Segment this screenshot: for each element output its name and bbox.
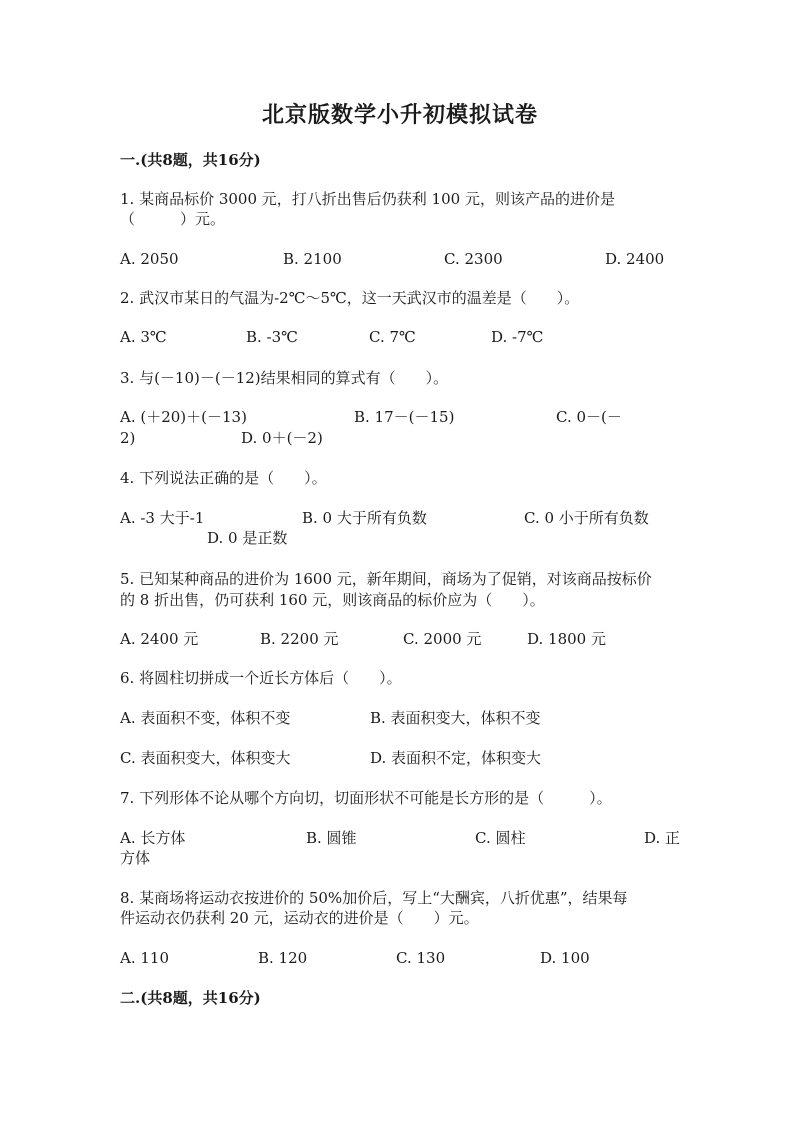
question-5-stem-line-1: 5. 已知某种商品的进价为 1600 元，新年期间，商场为了促销，对该商品按标价 [120,570,652,588]
question-6-option-d: D. 表面积不定，体积变大 [370,749,542,767]
question-3-option-c-continued: 2) [120,429,136,447]
question-8-stem-line-2: 件运动衣仍获利 20 元，运动衣的进价是（ ）元。 [120,909,479,927]
question-5-option-c: C. 2000 元 [403,630,482,648]
question-7-option-a: A. 长方体 [120,829,186,847]
question-2-option-b: B. -3℃ [246,328,298,346]
question-6-option-a: A. 表面积不变，体积不变 [120,709,291,727]
section-heading-1: 一.(共8题，共16分) [120,151,261,169]
question-2-option-a: A. 3℃ [120,328,167,346]
question-8-option-b: B. 120 [258,949,308,967]
question-3-option-d: D. 0＋(－2) [241,429,323,447]
question-1-option-c: C. 2300 [444,250,503,268]
question-4-option-b: B. 0 大于所有负数 [302,509,427,527]
question-6-stem: 6. 将圆柱切拼成一个近长方体后（ ）。 [120,669,402,687]
question-1-option-b: B. 2100 [283,250,342,268]
question-8-stem-line-1: 8. 某商场将运动衣按进价的 50%加价后，写上“大酬宾，八折优惠”，结果每 [120,889,628,907]
page-title: 北京版数学小升初模拟试卷 [261,102,538,128]
question-6-option-b: B. 表面积变大，体积不变 [370,709,541,727]
question-8-option-d: D. 100 [540,949,590,967]
question-4-stem: 4. 下列说法正确的是（ ）。 [120,469,327,487]
question-7-option-d: D. 正 [644,829,681,847]
question-3-stem: 3. 与(－10)－(－12)结果相同的算式有（ ）。 [120,369,449,387]
question-5-option-d: D. 1800 元 [527,630,606,648]
question-3-option-b: B. 17－(－15) [354,408,455,426]
question-7-option-c: C. 圆柱 [475,829,526,847]
question-8-option-c: C. 130 [396,949,446,967]
question-3-option-a: A. (＋20)＋(－13) [120,408,247,426]
question-4-option-a: A. -3 大于-1 [120,509,205,527]
question-7-option-b: B. 圆锥 [306,829,357,847]
question-2-option-d: D. -7℃ [491,328,544,346]
question-2-stem: 2. 武汉市某日的气温为-2℃～5℃，这一天武汉市的温差是（ ）。 [120,289,580,307]
question-1-stem-line-2: （ ）元。 [120,210,226,228]
question-4-option-d: D. 0 是正数 [207,529,288,547]
question-7-option-d-continued: 方体 [120,849,151,867]
question-4-option-c: C. 0 小于所有负数 [524,509,649,527]
question-6-option-c: C. 表面积变大，体积变大 [120,749,291,767]
question-5-option-a: A. 2400 元 [120,630,199,648]
question-8-option-a: A. 110 [120,949,169,967]
question-2-option-c: C. 7℃ [369,328,416,346]
question-5-option-b: B. 2200 元 [260,630,339,648]
section-heading-2: 二.(共8题，共16分) [120,989,261,1007]
question-1-option-a: A. 2050 [120,250,179,268]
question-1-option-d: D. 2400 [605,250,665,268]
question-3-option-c: C. 0－(－ [556,408,622,426]
question-7-stem: 7. 下列形体不论从哪个方向切，切面形状不可能是长方形的是（ ）。 [120,789,612,807]
question-1-stem-line-1: 1. 某商品标价 3000 元，打八折出售后仍获利 100 元，则该产品的进价是 [120,190,615,208]
question-5-stem-line-2: 的 8 折出售，仍可获利 160 元，则该商品的标价应为（ ）。 [120,591,545,609]
